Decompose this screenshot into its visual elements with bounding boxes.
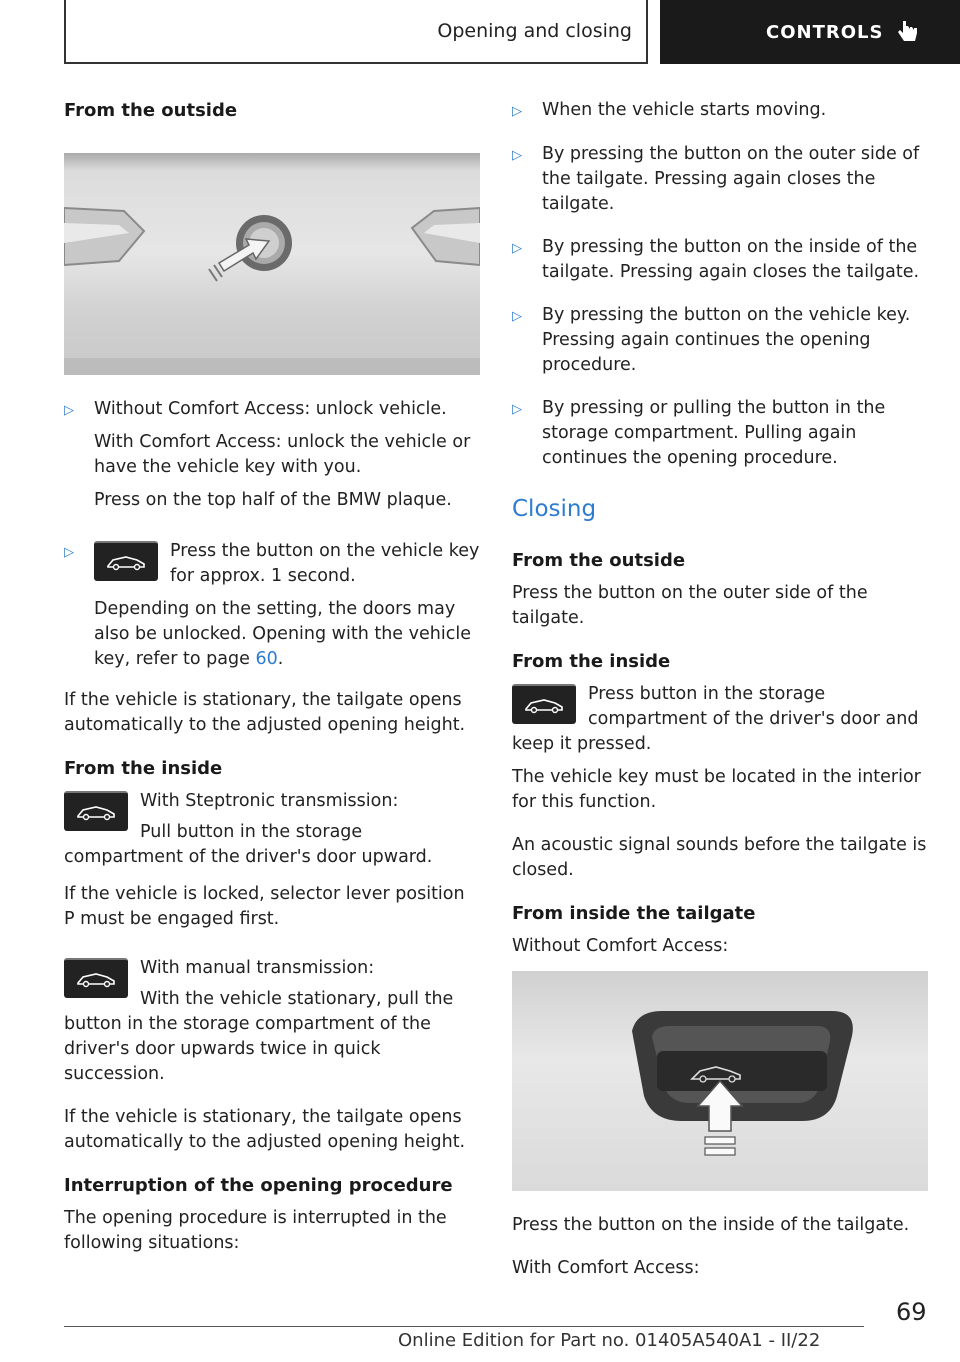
paragraph: With manual transmission: [140, 958, 375, 978]
bullet-text: Without Comfort Access: unlock vehicle. [94, 399, 447, 419]
section-title: Opening and closing [437, 20, 632, 42]
bullet-triangle-icon: ▷ [512, 241, 522, 256]
running-header-chapter [660, 0, 960, 64]
list-item [64, 397, 480, 521]
pointing-hand-icon [897, 19, 921, 45]
list-item [64, 539, 480, 680]
list-item [512, 142, 928, 217]
bullet-triangle-icon: ▷ [64, 545, 74, 560]
chapter-title: CONTROLS [766, 21, 884, 43]
paragraph: With Steptronic transmission: [140, 791, 399, 811]
steptronic-block [64, 789, 480, 870]
paragraph: The opening procedure is interrupted in the following situations: [64, 1208, 447, 1253]
key-button-row [94, 539, 480, 589]
paragraph: Without Comfort Access: [512, 936, 729, 956]
bullet-text: With Comfort Access: unlock the vehicle or have the vehicle key with you. [94, 432, 471, 477]
list-item [512, 235, 928, 285]
paragraph: Press button in the storage compartment of the driver's door and keep it pressed. [512, 684, 919, 754]
tailgate-inside-button-photo [512, 971, 928, 1191]
footer-divider [64, 1326, 864, 1327]
bullet-text: When the vehicle starts moving. [542, 100, 827, 120]
heading-from-outside: From the outside [512, 550, 686, 571]
bullet-text: Press on the top half of the BMW plaque. [94, 490, 452, 510]
bullet-triangle-icon: ▷ [512, 104, 522, 119]
tailgate-bmw-plaque-photo [64, 153, 480, 375]
bullet-text [94, 597, 480, 672]
paragraph: Pull button in the storage compartment of the driver's door upward. [64, 822, 433, 867]
inside-button-block [512, 682, 928, 757]
heading-from-inside: From the inside [64, 758, 223, 779]
paragraph: With the vehicle stationary, pull the button in the storage compartment of the driver's door upwards twice in quick succession. [64, 989, 454, 1084]
heading-from-outside: From the outside [64, 100, 238, 121]
bullet-text: By pressing or pulling the button in the storage compartment. Pulling again continues the opening procedure. [542, 398, 886, 468]
list-item [512, 98, 928, 124]
paragraph: The vehicle key must be located in the interior for this function. [512, 767, 921, 812]
right-column [512, 98, 928, 1299]
paragraph: Press the button on the inside of the tailgate. [512, 1215, 910, 1235]
manual-block [64, 956, 480, 1087]
text-run: Depending on the setting, the doors may also be unlocked. Opening with the vehicle key, refer to page [94, 599, 471, 669]
left-column [64, 98, 480, 1274]
heading-interruption: Interruption of the opening procedure [64, 1175, 453, 1196]
bullet-triangle-icon: ▷ [512, 402, 522, 417]
running-header-section [64, 0, 648, 64]
tailgate-button-icon [512, 684, 576, 724]
paragraph: Press the button on the outer side of the tailgate. [512, 583, 868, 628]
bullet-text: By pressing the button on the outer side of the tailgate. Pressing again closes the tailgate. [542, 144, 920, 214]
page-reference-link[interactable]: 60 [255, 649, 278, 669]
paragraph: An acoustic signal sounds before the tailgate is closed. [512, 835, 927, 880]
heading-from-inside-tailgate: From inside the tailgate [512, 903, 756, 924]
heading-from-inside: From the inside [512, 651, 671, 672]
bullet-text: By pressing the button on the inside of the tailgate. Pressing again closes the tailgate. [542, 237, 920, 282]
footer-edition: Online Edition for Part no. 01405A540A1 - II/22 [398, 1330, 821, 1351]
tailgate-button-icon [64, 958, 128, 998]
page-number: 69 [896, 1298, 927, 1326]
bullet-triangle-icon: ▷ [64, 403, 74, 418]
tailgate-button-icon [64, 791, 128, 831]
heading-closing: Closing [512, 496, 597, 522]
bullet-text: Press the button on the vehicle key for approx. 1 second. [170, 541, 480, 586]
bullet-text: By pressing the button on the vehicle key. Pressing again continues the opening procedure. [542, 305, 911, 375]
paragraph: If the vehicle is locked, selector lever position P must be engaged first. [64, 884, 465, 929]
paragraph: If the vehicle is stationary, the tailgate opens automatically to the adjusted opening height. [64, 690, 466, 735]
bullet-triangle-icon: ▷ [512, 148, 522, 163]
tailgate-button-icon [94, 541, 158, 581]
list-item [512, 303, 928, 378]
paragraph: If the vehicle is stationary, the tailgate opens automatically to the adjusted opening height. [64, 1107, 466, 1152]
bullet-triangle-icon: ▷ [512, 309, 522, 324]
list-item [512, 396, 928, 471]
text-run: . [277, 649, 284, 669]
paragraph: With Comfort Access: [512, 1258, 700, 1278]
